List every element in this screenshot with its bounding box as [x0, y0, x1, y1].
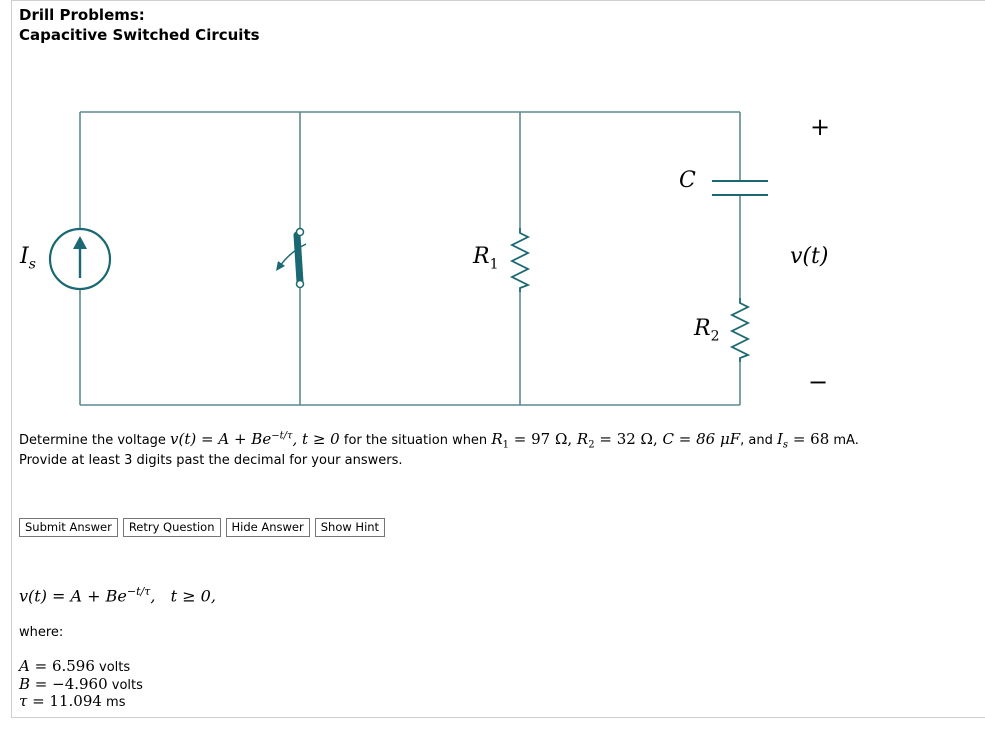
problem-statement: Determine the voltage $v(t) = A + Be^{-t/\tau}$, t ≥ 0 for the situation when $R_1 = 97$ Ω, $R_2 = 32$ Ω, C = 86 μF, and $I_s = 68$ mA. — [19, 430, 859, 451]
resistor-r2-icon — [732, 298, 748, 362]
capacitor-label: C — [679, 168, 696, 193]
vt-label: v(t) — [790, 244, 829, 269]
problem-instructions: Provide at least 3 digits past the decimal for your answers. — [19, 453, 403, 468]
answer-a-row: A = 6.596 volts — [19, 657, 131, 675]
answer-where: where: — [19, 625, 64, 640]
answer-tau-row: τ = 11.094 ms — [19, 692, 126, 710]
r1-label: $R_1$ — [473, 244, 499, 273]
page-title-line2: Capacitive Switched Circuits — [19, 26, 260, 44]
source-label: $I_s$ — [20, 244, 36, 273]
resistor-r1-icon — [512, 228, 528, 292]
submit-answer-button[interactable]: Submit Answer — [19, 518, 118, 537]
capacitor-icon — [712, 181, 768, 195]
minus-label: − — [808, 368, 829, 396]
current-source-icon — [50, 229, 110, 289]
answer-b-row: B = −4.960 volts — [19, 675, 143, 693]
switch-icon — [276, 229, 306, 288]
circuit-wires — [80, 112, 740, 405]
r2-label: $R_2$ — [694, 316, 720, 345]
plus-label: + — [810, 113, 831, 141]
hide-answer-button[interactable]: Hide Answer — [226, 518, 310, 537]
answer-formula: $v(t) = A + Be^{-t/\tau}$, t ≥ 0, — [19, 585, 216, 606]
retry-question-button[interactable]: Retry Question — [123, 518, 221, 537]
page-title-line1: Drill Problems: — [19, 6, 145, 24]
show-hint-button[interactable]: Show Hint — [315, 518, 385, 537]
action-button-row — [19, 518, 385, 537]
